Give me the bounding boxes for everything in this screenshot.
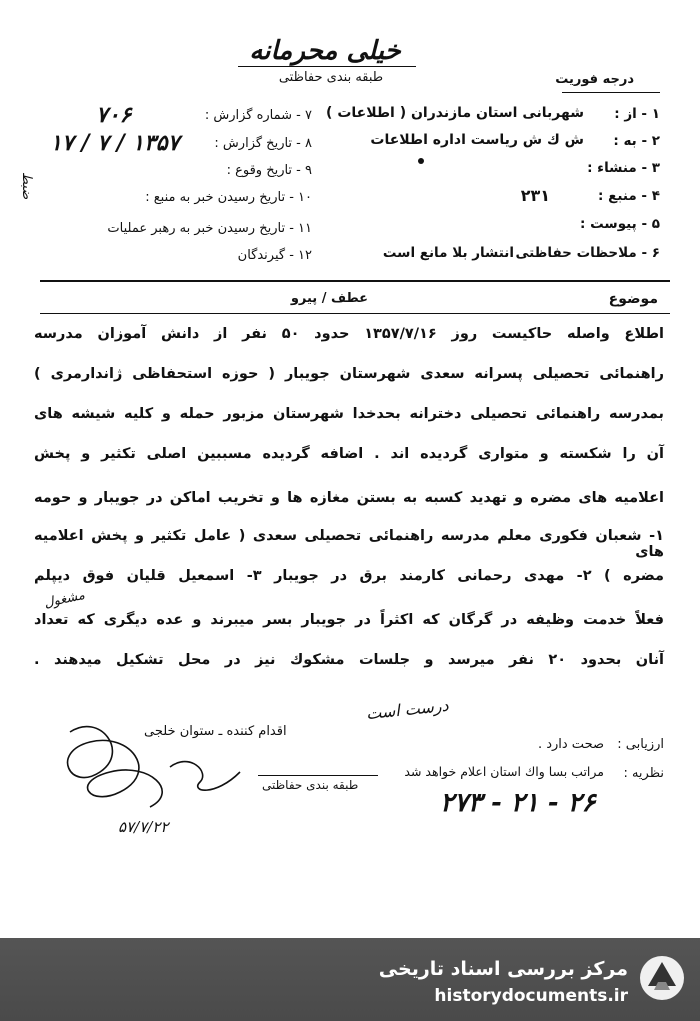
body-line-7: مضره ) ۲- مهدی رحمانی کارمند برق در جویبار ۳- اسمعیل قلیان فوق دیپلم [34,568,664,584]
evaluation-value: صحت دارد . [537,737,604,752]
field-origin-label: ۳ - منشاء : [587,160,660,176]
body-margin-note: مشغول [42,587,87,612]
opinion-label: نظریه : [623,766,664,781]
field-to-label: ۲ - به : [613,133,660,149]
classification-label: طبقه بندی حفاظتی [278,70,384,85]
field-security-value: انتشار بلا مانع است [382,245,514,261]
opinion-value: مراتب بسا واك استان اعلام خواهد شد [404,764,604,779]
body-line-3: بمدرسه راهنمائی تحصیلی دخترانه بحدخدا شهرستان مزبور حمله و کلیه شیشه های [34,406,664,422]
subject-label: موضوع [608,291,658,307]
field-report-date-value: ۱۷ / ۷ / ۱۳۵۷ [50,130,180,156]
field-from-label: ۱ - از : [614,106,660,122]
watermark-title: مرکز بررسی اسناد تاریخی [378,958,628,980]
classification-handwritten: خیلی محرمانه [249,36,401,66]
handwritten-number: ۲۷۳ - ۲۱ - ۲۶ [440,788,596,818]
body-line-4: آن را شکسته و متواری گردیده اند . اضافه گردیده مسببین اصلی تکثیر و پخش [34,446,664,462]
body-line-1: اطلاع واصله حاکیست روز ۱۳۵۷/۷/۱۶ حدود ۵۰ نفر از دانش آموزان مدرسه [34,326,664,342]
body-line-5: اعلامیه های مضره و تهدید کسبه به بستن مغازه ها و تخریب اماکن در جویبار و حومه [34,490,664,506]
evaluation-label: ارزیابی : [617,737,664,752]
field-from-value: شهربانی استان مازندران ( اطلاعات ) [326,105,584,121]
field-report-date-label: ۸ - تاریخ گزارش : [214,136,312,151]
header-divider [40,280,670,282]
urgency-underline [562,92,660,93]
field-received-label: ۱۰ - تاریخ رسیدن خبر به منبع : [145,190,312,205]
reference-label: عطف / پیرو [290,291,368,306]
body-line-9: آنان بحدود ۲۰ نفر میرسد و جلسات مشکوك نیز در محل تشکیل میدهند . [34,652,664,668]
subject-divider [40,313,670,314]
field-recipients-label: ۱۲ - گیرندگان [237,248,312,263]
evaluation-handwritten: درست است [365,695,450,724]
field-security-label: ۶ - ملاحظات حفاظتی [515,245,660,261]
field-event-date-label: ۹ - تاریخ وقوع : [226,163,312,178]
history-documents-logo-icon [638,954,686,1002]
field-leader-label: ۱۱ - تاریخ رسیدن خبر به رهبر عملیات [107,221,312,236]
watermark-url[interactable]: historydocuments.ir [434,986,628,1006]
body-line-6: ۱- شعبان فکوری معلم مدرسه راهنمائی تحصیلی سعدی ( عامل تکثیر و پخش اعلامیه های [34,528,664,560]
handwritten-date: ۵۷/۷/۲۲ [118,818,169,836]
signature-scribble [40,712,290,822]
field-source-label: ۴ - منبع : [598,188,660,204]
side-handwritten-note: ضبط [19,172,34,200]
classification-underline [238,66,416,67]
urgency-label: درجه فوریت [555,72,634,87]
field-source-value: ۲۳۱ [520,186,550,205]
field-to-value: ش ك ش ریاست اداره اطلاعات [370,132,584,148]
field-attachment-label: ۵ - پیوست : [580,216,660,232]
origin-mark [418,158,424,164]
body-line-8: فعلاً خدمت وظیفه در گرگان که اکثراً در جویبار بسر میبرند و عده دیگری که تعداد [34,612,664,628]
action-label: اقدام کننده ـ ستوان خلجی [144,724,287,739]
body-line-2: راهنمائی تحصیلی پسرانه سعدی شهرستان جویبار ( حوزه استحفاظی ژاندارمری ) [34,366,664,382]
field-report-number-value: ۷۰۶ [96,102,132,128]
field-report-number-label: ۷ - شماره گزارش : [204,108,312,123]
footer-classification: طبقه بندی حفاظتی [262,778,359,792]
